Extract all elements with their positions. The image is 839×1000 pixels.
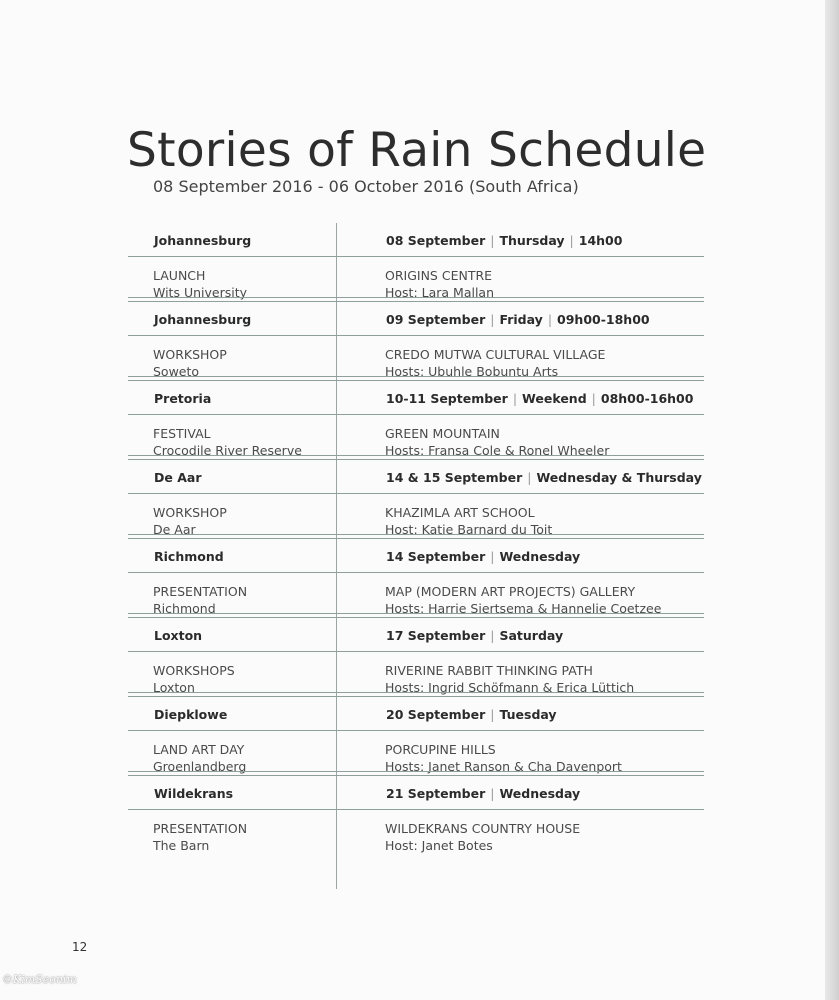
event-location: Richmond xyxy=(153,601,216,616)
event-host: Hosts: Harrie Siertsema & Hannelie Coetzee xyxy=(385,601,662,616)
event-day: Friday xyxy=(499,312,543,327)
event-header-row xyxy=(128,381,704,415)
event-type: LAND ART DAY xyxy=(153,742,245,757)
event-type: PRESENTATION xyxy=(153,584,248,599)
event-venue: KHAZIMLA ART SCHOOL xyxy=(385,505,535,520)
separator: | xyxy=(490,786,495,801)
event-location: Wits University xyxy=(153,285,248,300)
event-day: Wednesday & Thursday xyxy=(536,470,702,485)
event-city: Wildekrans xyxy=(154,786,234,801)
event-when xyxy=(386,628,563,643)
separator: | xyxy=(490,549,495,564)
event-header-row xyxy=(128,223,704,257)
event-detail-row xyxy=(128,652,704,697)
separator: | xyxy=(490,312,495,327)
event-when xyxy=(386,391,693,406)
event-city: Johannesburg xyxy=(154,312,252,327)
event-date: 10-11 September xyxy=(386,391,508,406)
separator: | xyxy=(490,628,495,643)
event-header-row xyxy=(128,302,704,336)
event-venue: GREEN MOUNTAIN xyxy=(385,426,500,441)
event-location: The Barn xyxy=(153,838,210,853)
event-day: Tuesday xyxy=(499,707,557,722)
event-host: Host: Lara Mallan xyxy=(385,285,495,300)
separator: | xyxy=(490,707,495,722)
event-venue: CREDO MUTWA CULTURAL VILLAGE xyxy=(385,347,606,362)
event-day: Wednesday xyxy=(499,786,581,801)
event-date: 09 September xyxy=(386,312,486,327)
event-detail-row xyxy=(128,494,704,539)
event-time: 09h00-18h00 xyxy=(557,312,650,327)
page-edge xyxy=(825,0,839,1000)
event-location: Soweto xyxy=(153,364,200,379)
event-city: Richmond xyxy=(154,549,224,564)
event-time: 14h00 xyxy=(578,233,623,248)
event-city: Pretoria xyxy=(154,391,212,406)
event-city: Loxton xyxy=(154,628,203,643)
event-host: Host: Janet Botes xyxy=(385,838,493,853)
event-host: Hosts: Ingrid Schöfmann & Erica Lüttich xyxy=(385,680,635,695)
event-detail-row xyxy=(128,415,704,460)
separator: | xyxy=(512,391,518,406)
date-range-subtitle: 08 September 2016 - 06 October 2016 (South Africa) xyxy=(153,177,579,196)
event-detail-row xyxy=(128,810,704,855)
separator: | xyxy=(490,233,495,248)
event-venue: PORCUPINE HILLS xyxy=(385,742,496,757)
event-venue: RIVERINE RABBIT THINKING PATH xyxy=(385,663,593,678)
event-host: Host: Katie Barnard du Toit xyxy=(385,522,553,537)
event-detail-row xyxy=(128,573,704,618)
event-detail-row xyxy=(128,731,704,776)
page-number: 12 xyxy=(72,940,88,954)
separator: | xyxy=(591,391,596,406)
event-date: 20 September xyxy=(386,707,486,722)
event-day: Thursday xyxy=(499,233,565,248)
event-host: Hosts: Janet Ranson & Cha Davenport xyxy=(385,759,622,774)
event-venue: WILDEKRANS COUNTRY HOUSE xyxy=(385,821,581,836)
event-type: WORKSHOPS xyxy=(153,663,235,678)
event-host: Hosts: Fransa Cole & Ronel Wheeler xyxy=(385,443,610,458)
page-title: Stories of Rain Schedule xyxy=(127,123,707,179)
event-when xyxy=(386,786,580,801)
event-type: LAUNCH xyxy=(153,268,206,283)
event-host: Hosts: Ubuhle Bobuntu Arts xyxy=(385,364,559,379)
event-date: 14 September xyxy=(386,549,486,564)
event-header-row xyxy=(128,697,704,731)
event-day: Weekend xyxy=(522,391,587,406)
event-when xyxy=(386,233,622,248)
event-header-row xyxy=(128,460,704,494)
event-when xyxy=(386,549,580,564)
event-type: PRESENTATION xyxy=(153,821,248,836)
event-venue: ORIGINS CENTRE xyxy=(385,268,493,283)
event-venue: MAP (MODERN ART PROJECTS) GALLERY xyxy=(385,584,636,599)
schedule-table xyxy=(128,223,704,855)
event-type: WORKSHOP xyxy=(153,347,227,362)
event-location: Crocodile River Reserve xyxy=(153,443,302,458)
event-type: FESTIVAL xyxy=(153,426,211,441)
event-header-row xyxy=(128,539,704,573)
event-time: 08h00-16h00 xyxy=(600,391,694,406)
separator: | xyxy=(569,233,574,248)
event-day: Wednesday xyxy=(499,549,581,564)
event-city: Diepklowe xyxy=(154,707,228,722)
event-when xyxy=(386,470,702,485)
event-header-row xyxy=(128,618,704,652)
event-when xyxy=(386,707,557,722)
event-detail-row xyxy=(128,336,704,381)
event-header-row xyxy=(128,776,704,810)
event-date: 08 September xyxy=(386,233,486,248)
event-city: De Aar xyxy=(154,470,202,485)
event-date: 21 September xyxy=(386,786,486,801)
event-date: 17 September xyxy=(386,628,486,643)
event-location: De Aar xyxy=(153,522,196,537)
event-when xyxy=(386,312,650,327)
event-detail-row xyxy=(128,257,704,302)
event-location: Groenlandberg xyxy=(153,759,247,774)
watermark: ©KimSeonim xyxy=(2,973,77,986)
event-location: Loxton xyxy=(153,680,195,695)
event-day: Saturday xyxy=(499,628,564,643)
separator: | xyxy=(547,312,553,327)
separator: | xyxy=(527,470,532,485)
event-type: WORKSHOP xyxy=(153,505,227,520)
event-date: 14 & 15 September xyxy=(386,470,523,485)
event-city: Johannesburg xyxy=(154,233,252,248)
